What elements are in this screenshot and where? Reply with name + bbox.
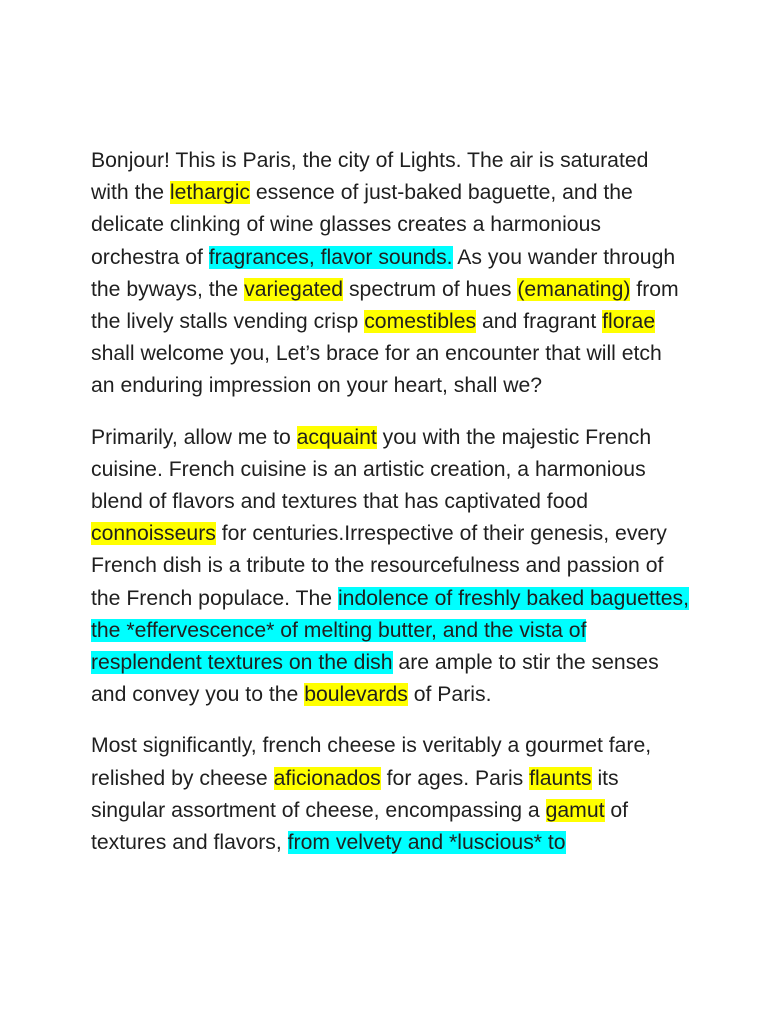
highlighted-word: acquaint [296, 425, 377, 449]
highlighted-word: boulevards [304, 683, 408, 707]
highlighted-word: connoisseurs [91, 522, 216, 546]
paragraph-intro [91, 145, 691, 403]
highlighted-word: florae [602, 310, 656, 334]
text-run: of textures and flavors, [91, 798, 629, 855]
text-run: you with the majestic French cuisine. French cuisine is an artistic creation, a harmonious blend of flavors and textures that has captivated food [91, 425, 652, 514]
text-run: shall welcome you, Let’s brace for an encounter that will etch an enduring impression on your heart, shall we? [91, 342, 662, 398]
highlighted-word: variegated [244, 277, 344, 301]
text-run: for ages. Paris [380, 766, 530, 790]
paragraph-cuisine [91, 422, 691, 712]
highlighted-phrase: from velvety and *luscious* to [287, 831, 566, 855]
document-body [91, 145, 691, 878]
highlighted-phrase: fragrances, flavor sounds. [208, 245, 453, 269]
highlighted-phrase: indolence of freshly baked baguettes, the *effervescence* of melting butter, and the vista of resplendent textures on the dish [91, 586, 689, 675]
text-run: Primarily, allow me to [91, 425, 297, 449]
text-run: for centuries.Irrespective of their genesis, every French dish is a tribute to the resourcefulness and passion of the French populace. The [91, 522, 667, 610]
text-run: As you wander through the byways, the [91, 245, 676, 301]
highlighted-word: lethargic [169, 181, 250, 205]
text-run: and fragrant [476, 310, 603, 334]
text-run: Bonjour! This is Paris, the city of Lights. The air is saturated with the [91, 149, 649, 205]
highlighted-word: (emanating) [517, 277, 631, 301]
text-run: are ample to stir the senses and convey you to the [91, 651, 659, 707]
text-run: of Paris. [407, 683, 492, 707]
text-run: spectrum of hues [343, 277, 518, 301]
highlighted-word: comestibles [364, 310, 477, 334]
paragraph-cheese [91, 730, 691, 859]
text-run: Most significantly, french cheese is veritably a gourmet fare, relished by cheese [91, 734, 652, 790]
highlighted-word: aficionados [273, 766, 381, 790]
text-run: its singular assortment of cheese, encompassing a [91, 766, 619, 822]
highlighted-word: flaunts [529, 766, 592, 790]
text-run: essence of just-baked baguette, and the delicate clinking of wine glasses creates a harmonious orchestra of [91, 181, 633, 269]
highlighted-word: gamut [545, 798, 605, 822]
text-run: from the lively stalls vending crisp [91, 277, 679, 334]
